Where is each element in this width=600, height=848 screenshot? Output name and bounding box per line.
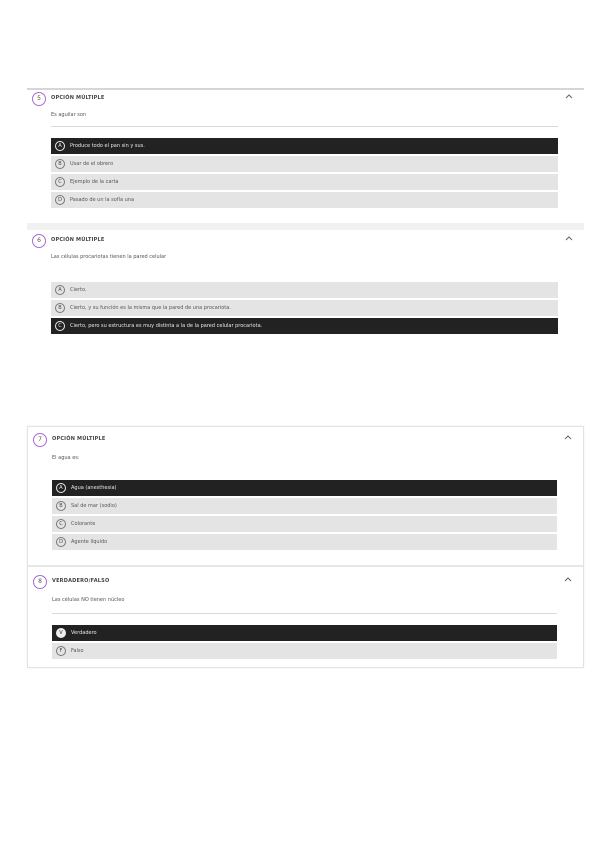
option-letter: B <box>56 501 66 511</box>
question-header[interactable] <box>27 234 584 254</box>
question-number: 6 <box>32 234 46 248</box>
options-list <box>52 480 557 552</box>
question-card-5 <box>27 88 584 216</box>
question-text: Las células NO tienen núcleo <box>52 597 125 603</box>
question-number: 8 <box>33 575 47 589</box>
option-label: Cierto. <box>70 287 87 293</box>
option-label: Ejemplo de la carta <box>70 179 119 185</box>
option-label: Usar de el obrero <box>70 161 114 167</box>
question-type: VERDADERO/FALSO <box>52 578 110 584</box>
option-letter: V <box>56 628 66 638</box>
options-list <box>52 625 557 661</box>
chevron-up-icon[interactable] <box>563 577 573 585</box>
option-letter: C <box>55 321 65 331</box>
option-b[interactable] <box>51 300 558 316</box>
option-letter: B <box>55 303 65 313</box>
option-label: Sal de mar (sodio) <box>71 503 117 509</box>
question-text: El agua es: <box>52 455 80 461</box>
option-letter: F <box>56 646 66 656</box>
chevron-up-icon[interactable] <box>564 94 574 102</box>
option-label: Cierto, pero su estructura es muy distinta a la de la pared celular procariota. <box>70 323 263 329</box>
option-letter: C <box>56 519 66 529</box>
option-a[interactable] <box>52 480 557 496</box>
question-header[interactable] <box>28 433 583 453</box>
option-letter: D <box>56 537 66 547</box>
option-letter: A <box>55 141 65 151</box>
option-a[interactable] <box>51 138 558 154</box>
question-header[interactable] <box>28 575 583 595</box>
option-label: Colorante <box>71 521 96 527</box>
question-type: OPCIÓN MÚLTIPLE <box>52 436 106 442</box>
divider <box>28 565 583 567</box>
option-letter: A <box>56 483 66 493</box>
question-number: 7 <box>33 433 47 447</box>
option-false[interactable] <box>52 643 557 659</box>
option-label: Pasado de un la sofía una <box>70 197 135 203</box>
question-text: Las células procariotas tienen la pared celular <box>51 254 167 260</box>
option-label: Agente líquido <box>71 539 108 545</box>
question-card-6 <box>27 232 584 340</box>
option-true[interactable] <box>52 625 557 641</box>
option-label: Falso <box>71 648 84 654</box>
divider <box>52 613 557 614</box>
option-d[interactable] <box>51 192 558 208</box>
chevron-up-icon[interactable] <box>564 236 574 244</box>
option-letter: A <box>55 285 65 295</box>
option-label: Produce todo el pan sin y sus. <box>70 143 145 149</box>
question-header[interactable] <box>27 92 584 112</box>
section-separator <box>27 223 584 230</box>
options-list <box>51 282 558 336</box>
option-label: Cierto, y su función es la misma que la pared de una procariota. <box>70 305 231 311</box>
question-card-8 <box>28 573 583 667</box>
option-label: Verdadero <box>71 630 97 636</box>
options-list <box>51 138 558 210</box>
option-d[interactable] <box>52 534 557 550</box>
option-letter: B <box>55 159 65 169</box>
option-c[interactable] <box>52 516 557 532</box>
question-group <box>27 426 584 668</box>
question-type: OPCIÓN MÚLTIPLE <box>51 237 105 243</box>
option-b[interactable] <box>52 498 557 514</box>
option-letter: C <box>55 177 65 187</box>
option-c[interactable] <box>51 318 558 334</box>
question-text: Es aguilar son <box>51 112 87 118</box>
option-b[interactable] <box>51 156 558 172</box>
option-a[interactable] <box>51 282 558 298</box>
chevron-up-icon[interactable] <box>563 435 573 443</box>
question-number: 5 <box>32 92 46 106</box>
question-card-7 <box>28 427 583 563</box>
divider <box>51 126 558 127</box>
question-type: OPCIÓN MÚLTIPLE <box>51 95 105 101</box>
option-letter: D <box>55 195 65 205</box>
option-label: Agua (anesthesia) <box>71 485 117 491</box>
option-c[interactable] <box>51 174 558 190</box>
